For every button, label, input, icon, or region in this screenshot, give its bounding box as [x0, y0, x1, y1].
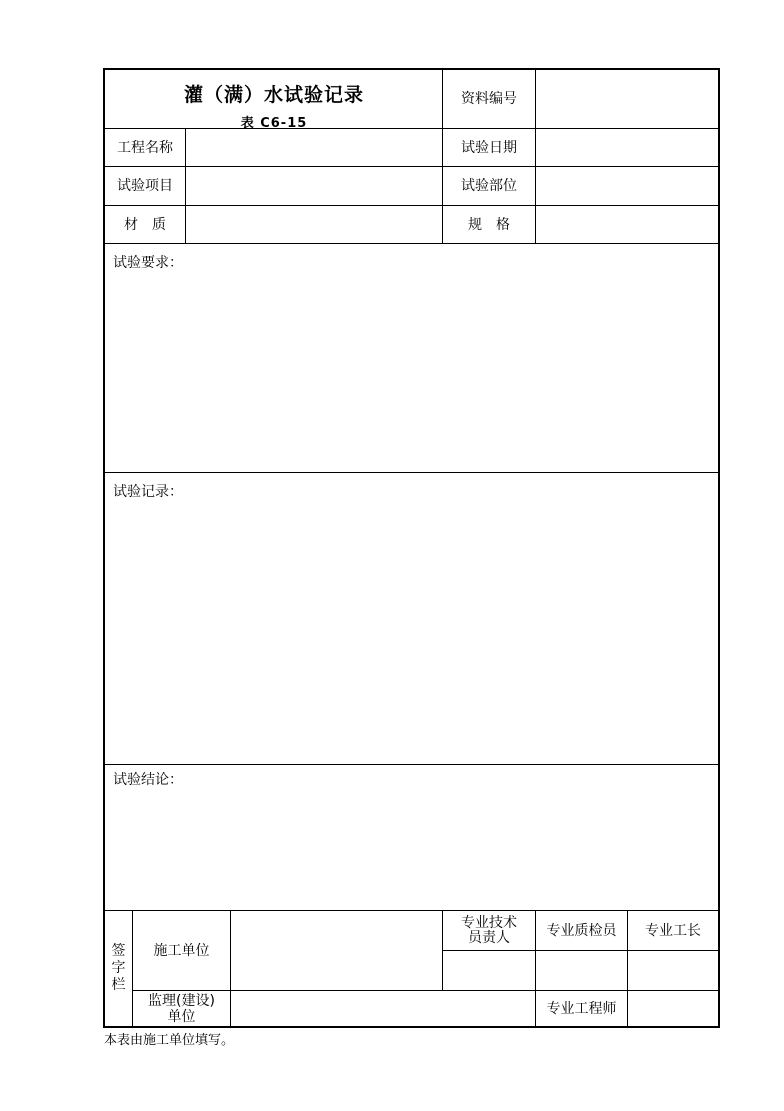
supervision-unit-field[interactable]: [231, 991, 535, 1026]
test-date-label: 试验日期: [461, 139, 517, 156]
tech-lead-label: [443, 911, 535, 950]
doc-number-label: 资料编号: [461, 91, 517, 107]
doc-number-field[interactable]: [536, 70, 718, 128]
project-name-field[interactable]: [186, 129, 442, 166]
conclusion-label: 试验结论：: [113, 772, 183, 788]
test-item-field[interactable]: [186, 167, 442, 205]
signature-char-3: 栏: [111, 977, 126, 993]
spec-label: 规 格: [468, 216, 510, 233]
test-item-label: 试验项目: [117, 178, 173, 194]
material-field[interactable]: [186, 206, 442, 243]
signature-char-1: 签: [111, 943, 126, 959]
test-location-field[interactable]: [536, 167, 718, 205]
supervision-label-line2: 单位: [167, 1008, 196, 1025]
form-code: 表 C6-15: [240, 116, 308, 131]
form-title: 灌（满）水试验记录: [183, 84, 364, 106]
test-date-field[interactable]: [536, 129, 718, 166]
construction-unit-label: 施工单位: [153, 942, 210, 959]
footnote: 本表由施工单位填写。: [104, 1033, 235, 1048]
engineer-signature-field[interactable]: [628, 991, 718, 1026]
quality-inspector-label: 专业质检员: [546, 922, 617, 939]
tech-lead-label-line2: 员责人: [468, 929, 510, 946]
requirements-label: 试验要求：: [113, 255, 183, 271]
record-label: 试验记录：: [113, 484, 183, 500]
tech-lead-label-line1: 专业技术: [461, 914, 517, 931]
signature-char-2: 字: [111, 960, 126, 976]
construction-unit-field[interactable]: [231, 911, 442, 990]
spec-field[interactable]: [536, 206, 718, 243]
project-name-label: 工程名称: [117, 139, 173, 156]
test-location-label: 试验部位: [461, 178, 517, 194]
quality-inspector-signature-field[interactable]: [536, 951, 627, 990]
tech-lead-signature-field[interactable]: [443, 951, 535, 990]
supervision-unit-label: [133, 991, 230, 1026]
foreman-label: 专业工长: [645, 922, 701, 939]
test-record-form: [103, 68, 720, 1028]
material-label: 材 质: [124, 216, 166, 233]
supervision-label-line1: 监理(建设): [148, 992, 215, 1009]
signature-column-label: [105, 911, 132, 1026]
engineer-label: 专业工程师: [546, 1000, 617, 1017]
foreman-signature-field[interactable]: [628, 951, 718, 990]
